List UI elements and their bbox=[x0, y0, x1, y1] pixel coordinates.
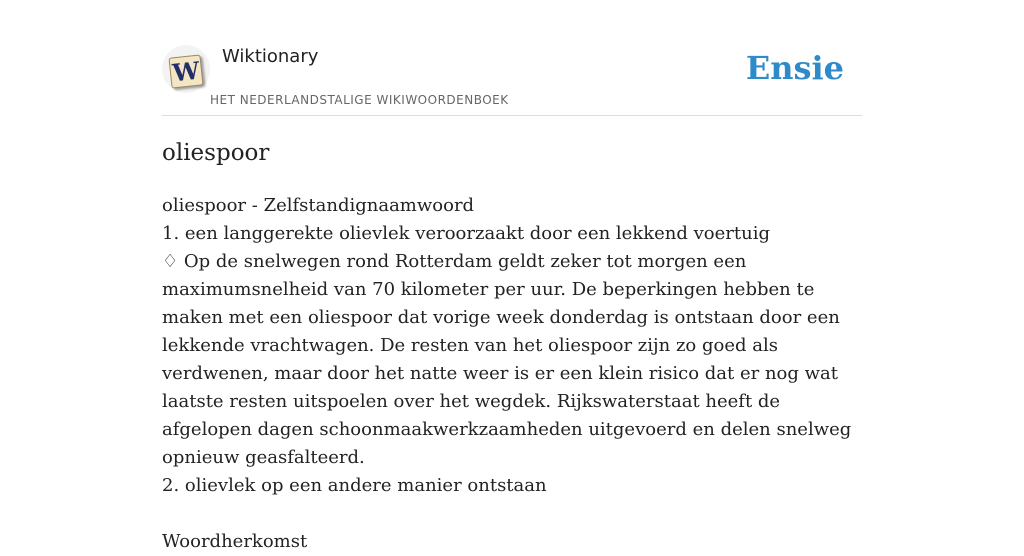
ensie-brand-logo[interactable]: Ensie bbox=[745, 49, 844, 87]
entry-title: oliespoor bbox=[162, 140, 270, 166]
header-divider bbox=[162, 115, 862, 116]
logo-tile-icon: W bbox=[168, 54, 203, 88]
site-tagline: HET NEDERLANDSTALIGE WIKIWOORDENBOEK bbox=[210, 93, 509, 107]
entry-heading-line: oliespoor - Zelfstandignaamwoord bbox=[162, 195, 475, 216]
wiktionary-logo[interactable] bbox=[162, 45, 210, 93]
entry-content bbox=[162, 192, 862, 556]
definition-2: 2. olievlek op een andere manier ontstaan bbox=[162, 475, 547, 496]
definition-1: 1. een langgerekte olievlek veroorzaakt door een lekkend voertuig bbox=[162, 223, 771, 244]
site-name[interactable]: Wiktionary bbox=[222, 46, 319, 67]
section-heading-etymology: Woordherkomst bbox=[162, 531, 308, 552]
example-1: ♢ Op de snelwegen rond Rotterdam geldt zeker tot morgen een maximumsnelheid van 70 kilometer per uur. De beperkingen hebben te maken met een oliespoor dat vorige week donderdag is ontstaan door een lekkende vrachtwagen. De resten van het oliespoor zijn zo goed als verdwenen, maar door het natte weer is er een klein risico dat er nog wat laatste resten uitspoelen over het wegdek. Rijkswaterstaat heeft de afgelopen dagen schoonmaakwerkzaamheden uitgevoerd en delen snelweg opnieuw geasfalteerd. bbox=[162, 251, 852, 468]
site-header bbox=[162, 0, 862, 116]
